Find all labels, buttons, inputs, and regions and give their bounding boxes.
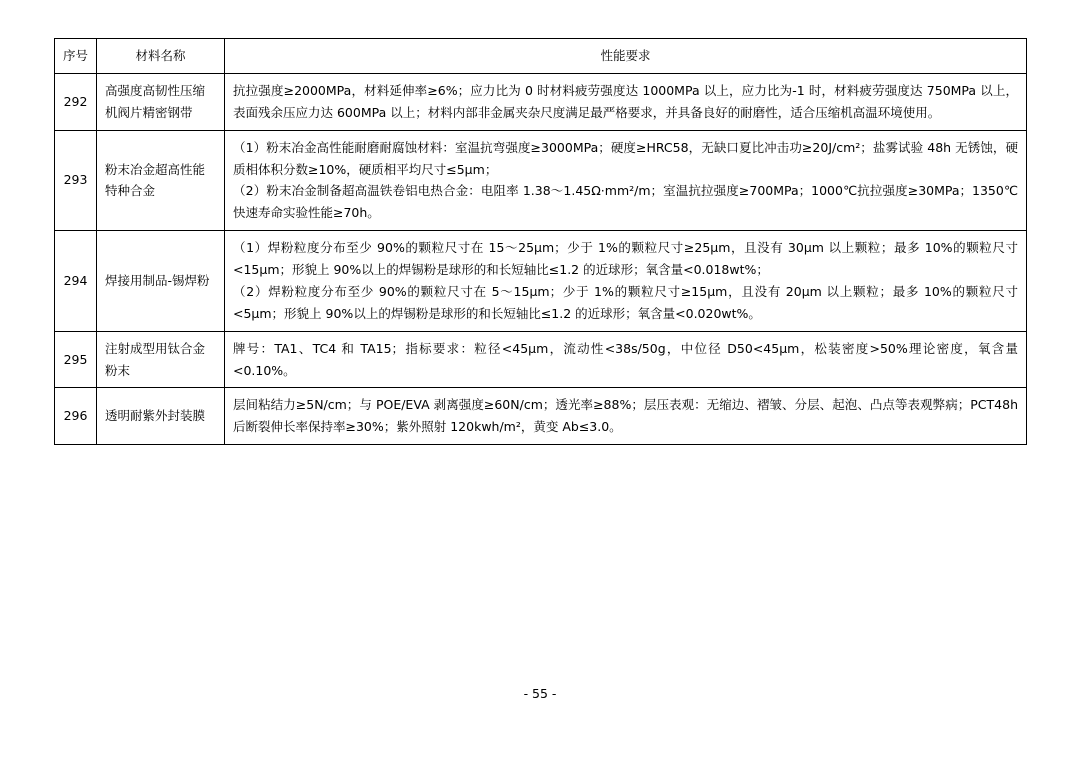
row-material-name: 高强度高韧性压缩机阀片精密钢带 [97, 73, 225, 130]
table-row [55, 388, 1027, 445]
column-header-material-name: 材料名称 [97, 39, 225, 74]
row-index: 293 [55, 130, 97, 231]
table-row [55, 130, 1027, 231]
row-index: 292 [55, 73, 97, 130]
row-material-name: 注射成型用钛合金粉末 [97, 331, 225, 388]
row-requirements [225, 231, 1027, 332]
row-index: 295 [55, 331, 97, 388]
table-header [55, 39, 1027, 74]
row-index: 294 [55, 231, 97, 332]
page-number: - 55 - [523, 686, 557, 701]
requirement-paragraph: 层间粘结力≥5N/cm；与 POE/EVA 剥离强度≥60N/cm；透光率≥88%；层压表观：无缩边、褶皱、分层、起泡、凸点等表观弊病；PCT48h 后断裂伸长率保持率≥30%；紫外照射 120kwh/m²，黄变 Ab≤3.0。 [233, 397, 1018, 435]
requirement-paragraph: 牌号：TA1、TC4 和 TA15；指标要求：粒径<45μm，流动性<38s/50g，中位径 D50<45μm，松装密度>50%理论密度，氧含量<0.10%。 [233, 340, 1018, 378]
specification-table [54, 38, 1027, 445]
row-material-name: 透明耐紫外封装膜 [97, 388, 225, 445]
requirement-paragraph: （1）焊粉粒度分布至少 90%的颗粒尺寸在 15～25μm；少于 1%的颗粒尺寸≥25μm，且没有 30μm 以上颗粒；最多 10%的颗粒尺寸<15μm；形貌上 90%以上的焊锡粉是球形的和长短轴比≤1.2 的近球形；氧含量<0.018wt%； [233, 240, 1018, 277]
table-row [55, 331, 1027, 388]
table-body [55, 73, 1027, 444]
table-header-row [55, 39, 1027, 74]
requirement-paragraph: （1）粉末冶金高性能耐磨耐腐蚀材料：室温抗弯强度≥3000MPa；硬度≥HRC58，无缺口夏比冲击功≥20J/cm²；盐雾试验 48h 无锈蚀，硬质相体积分数≥10%，硬质相平均尺寸≤5μm； [233, 139, 1018, 177]
table-row [55, 73, 1027, 130]
requirement-paragraph: （2）焊粉粒度分布至少 90%的颗粒尺寸在 5～15μm；少于 1%的颗粒尺寸≥15μm，且没有 20μm 以上颗粒；最多 10%的颗粒尺寸<5μm；形貌上 90%以上的焊锡粉是球形的和长短轴比≤1.2 的近球形；氧含量<0.020wt%。 [233, 283, 1018, 321]
row-requirements [225, 388, 1027, 445]
row-requirements [225, 331, 1027, 388]
row-requirements [225, 130, 1027, 231]
row-index: 296 [55, 388, 97, 445]
column-header-index: 序号 [55, 39, 97, 74]
row-material-name: 焊接用制品-锡焊粉 [97, 231, 225, 332]
column-header-performance-requirements: 性能要求 [225, 39, 1027, 74]
requirement-paragraph: 抗拉强度≥2000MPa，材料延伸率≥6%；应力比为 0 时材料疲劳强度达 1000MPa 以上，应力比为-1 时，材料疲劳强度达 750MPa 以上，表面残余压应力达 600MPa 以上；材料内部非金属夹杂尺度满足最严格要求，并具备良好的耐磨性，适合压缩机高温环境使用。 [233, 82, 1018, 120]
row-material-name: 粉末冶金超高性能特种合金 [97, 130, 225, 231]
table-row [55, 231, 1027, 332]
row-requirements [225, 73, 1027, 130]
requirement-paragraph: （2）粉末冶金制备超高温铁卷铝电热合金：电阻率 1.38～1.45Ω·mm²/m；室温抗拉强度≥700MPa；1000℃抗拉强度≥30MPa；1350℃快速寿命实验性能≥70h。 [233, 183, 1018, 221]
